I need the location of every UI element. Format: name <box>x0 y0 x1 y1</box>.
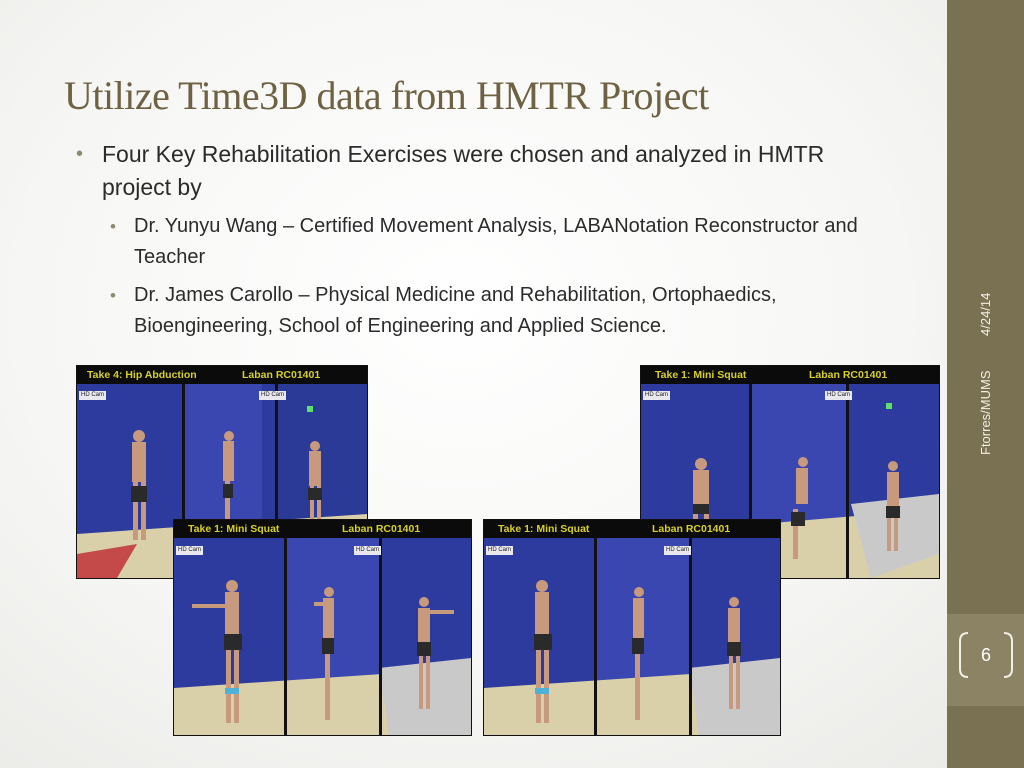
bullet-sub-1 <box>74 211 894 273</box>
bullet-list <box>74 138 894 342</box>
camera-label: HD Cam <box>645 392 669 398</box>
camera-label: HD Cam <box>666 547 690 553</box>
bullet-sub-text: Dr. Yunyu Wang – Certified Movement Analysis, LABANotation Reconstructor and Teacher <box>134 215 858 268</box>
video-take-label: Take 1: Mini Squat <box>498 523 590 535</box>
video-header <box>641 366 939 384</box>
camera-label: HD Cam <box>827 392 851 398</box>
video-header <box>484 520 780 538</box>
slide-title: Utilize Time3D data from HMTR Project <box>64 73 709 118</box>
video-header <box>77 366 367 384</box>
camera-label: HD Cam <box>261 392 285 398</box>
video-frame <box>484 538 780 735</box>
video-thumbnail-mini-squat-left[interactable] <box>173 519 472 736</box>
video-take-label: Take 1: Mini Squat <box>655 369 747 381</box>
slide-date: 4/24/14 <box>978 292 993 336</box>
bullet-main-text: Four Key Rehabilitation Exercises were chosen and analyzed in HMTR project by <box>102 141 825 200</box>
video-frame <box>174 538 471 735</box>
status-indicator <box>886 403 892 409</box>
camera-label: HD Cam <box>81 392 105 398</box>
video-take-label: Take 1: Mini Squat <box>188 523 280 535</box>
video-code-label: Laban RC01401 <box>809 369 888 381</box>
video-thumbnail-mini-squat-center[interactable] <box>483 519 781 736</box>
bullet-marker: • <box>110 286 116 305</box>
video-code-label: Laban RC01401 <box>242 369 321 381</box>
video-code-label: Laban RC01401 <box>342 523 421 535</box>
bullet-sub-2 <box>74 280 894 342</box>
video-code-label: Laban RC01401 <box>652 523 731 535</box>
video-take-label: Take 4: Hip Abduction <box>87 369 197 381</box>
status-indicator <box>307 406 313 412</box>
camera-label: HD Cam <box>356 547 380 553</box>
slide-number: 6 <box>980 645 991 665</box>
camera-label: HD Cam <box>488 547 512 553</box>
bullet-main <box>74 138 894 204</box>
slide-footer: Ftorres/MUMS <box>978 370 993 455</box>
camera-label: HD Cam <box>178 547 202 553</box>
bullet-sub-text: Dr. James Carollo – Physical Medicine and Rehabilitation, Ortophaedics, Bioengineering, School of Engineering and Applied Science. <box>134 284 777 337</box>
bullet-marker: • <box>110 217 116 236</box>
bullet-marker: • <box>76 143 84 165</box>
video-header <box>174 520 471 538</box>
